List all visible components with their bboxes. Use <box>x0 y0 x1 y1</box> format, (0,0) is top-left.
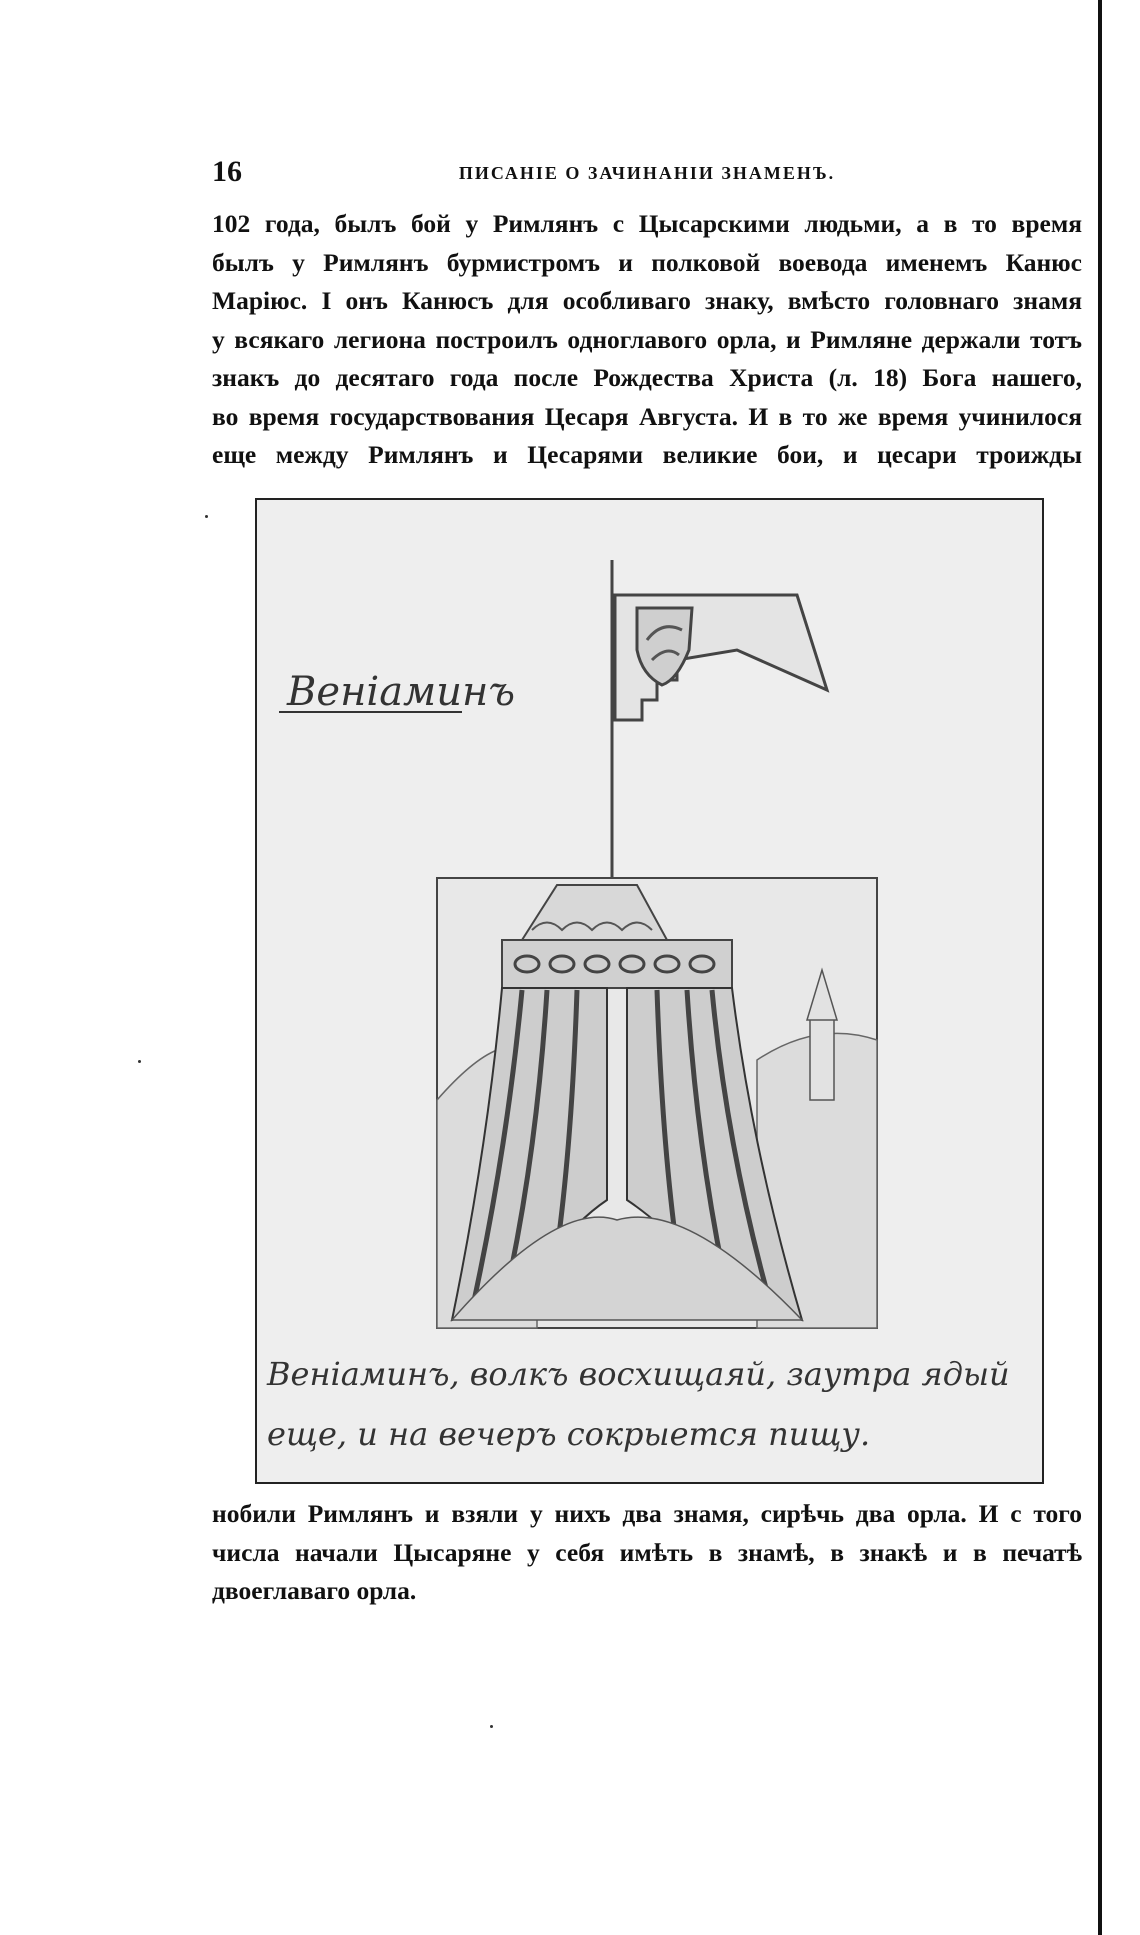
text-line: нобили Римлянъ и взяли у нихъ два знамя, сирѣчь два орла. И с того <box>212 1499 1082 1528</box>
text-line: знакъ до десятаго года после Рождества Христа (л. 18) Бога нашего, <box>212 363 1082 392</box>
svg-text:Веніаминъ: Веніаминъ <box>287 669 515 715</box>
body-text-lower <box>212 1495 1082 1611</box>
svg-text:Веніаминъ, волкъ восхищаяй, за: Веніаминъ, волкъ восхищаяй, заутра ядый <box>267 1355 1010 1393</box>
text-line: двоеглаваго орла. <box>212 1576 417 1605</box>
speck <box>205 515 208 518</box>
speck <box>138 1060 141 1063</box>
illustration-banner-tent <box>255 498 1044 1484</box>
page-number: 16 <box>212 155 242 188</box>
text-line: у всякаго легиона построилъ одноглавого орла, и Римляне держали тотъ <box>212 324 1082 354</box>
text-line: во время государствования Цесаря Августа. И в то же время учинилося <box>212 401 1082 431</box>
running-title: ПИСАНІЕ О ЗАЧИНАНІИ ЗНАМЕНЪ. <box>458 163 836 183</box>
text-line: числа начали Цысаряне у себя имѣть в знамѣ, в знакѣ и в печатѣ <box>212 1537 1082 1567</box>
tent-valance <box>502 940 732 988</box>
page-header <box>212 155 1082 195</box>
body-text-upper <box>212 205 1082 475</box>
text-line: 102 года, былъ бой у Римлянъ с Цысарскими людьми, а в то время <box>212 209 1082 238</box>
page-edge-rule <box>1098 0 1102 1935</box>
svg-text:еще, и на вечеръ сокрыется пищ: еще, и на вечеръ сокрыется пищу. <box>267 1415 871 1453</box>
speck <box>490 1725 493 1728</box>
text-line: еще между Римлянъ и Цесарями великие бои, и цесари троижды <box>212 440 1082 469</box>
caption-top <box>279 669 515 715</box>
text-line: былъ у Римлянъ бурмистромъ и полковой воевода именемъ Канюс <box>212 247 1082 277</box>
text-line: Марiюс. I онъ Канюсъ для особливаго знаку, вмѣсто головнаго знамя <box>212 286 1082 315</box>
